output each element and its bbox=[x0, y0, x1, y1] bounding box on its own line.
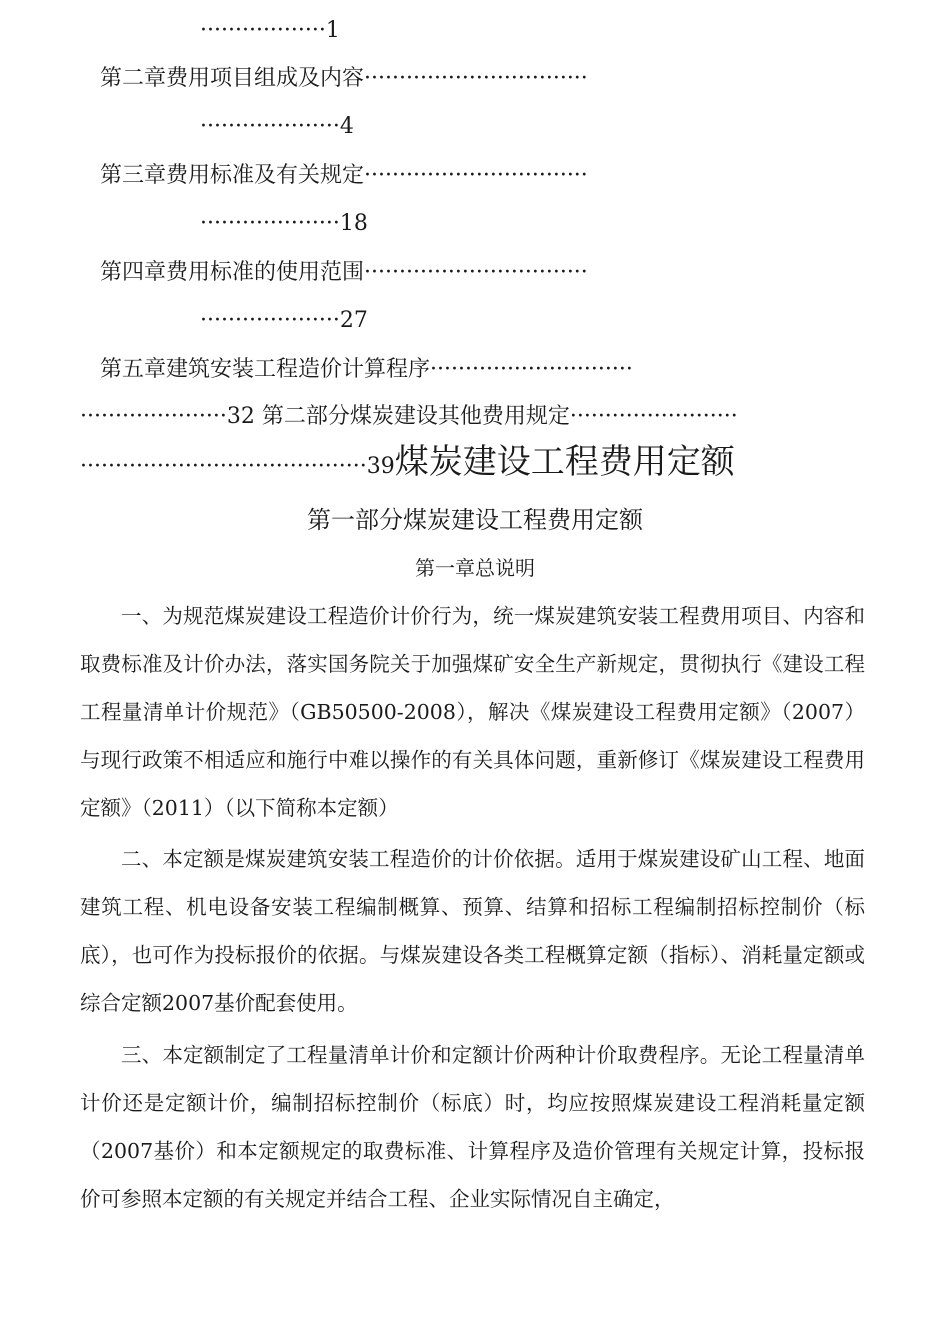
toc-entry-chapter-4[interactable] bbox=[100, 258, 588, 288]
part-title: 第一部分煤炭建设工程费用定额 bbox=[307, 506, 643, 534]
toc-part-2-line: ·····················32 第二部分煤炭建设其他费用规定························ bbox=[80, 404, 738, 429]
toc-line-1 bbox=[200, 16, 340, 46]
toc-entry-chapter-5[interactable] bbox=[100, 355, 633, 385]
document-title: 煤炭建设工程费用定额 bbox=[394, 442, 735, 482]
toc-entry-chapter-2[interactable] bbox=[100, 64, 588, 94]
toc-chapter-title: 第三章费用标准及有关规定 bbox=[100, 163, 365, 188]
toc-leader-dots: ································ bbox=[364, 163, 588, 188]
paragraph-2: 二、本定额是煤炭建筑安装工程造价的计价依据。适用于煤炭建设矿山工程、地面建筑工程、机电设备安装工程编制概算、预算、结算和招标工程编制招标控制价（标底），也可作为投标报价的依据。与煤炭建设各类工程概算定额（指标）、消耗量定额或综合定额2007基价配套使用。 bbox=[80, 847, 865, 1015]
toc-entry-chapter-3[interactable] bbox=[100, 161, 588, 191]
toc-leader-dots: ····························· bbox=[430, 357, 633, 382]
toc-leader-dots: ·········································39 bbox=[80, 454, 395, 479]
toc-dots-page: ····················4 bbox=[200, 114, 354, 139]
toc-dots-page: ··················1 bbox=[200, 18, 340, 43]
toc-page-chapter-2 bbox=[200, 112, 354, 142]
toc-last-line bbox=[80, 442, 735, 482]
toc-page-chapter-3 bbox=[200, 209, 368, 239]
toc-dots-page: ····················18 bbox=[200, 211, 368, 236]
toc-leader-dots: ································ bbox=[364, 66, 588, 91]
paragraph-1: 一、为规范煤炭建设工程造价计价行为，统一煤炭建筑安装工程费用项目、内容和取费标准及计价办法，落实国务院关于加强煤矿安全生产新规定，贯彻执行《建设工程工程量清单计价规范》（GB50500-2008），解决《煤炭建设工程费用定额》（2007）与现行政策不相适应和施行中难以操作的有关具体问题，重新修订《煤炭建设工程费用定额》（2011）（以下简称本定额） bbox=[80, 604, 865, 820]
toc-entry-part-2[interactable] bbox=[80, 402, 738, 432]
toc-page-chapter-4 bbox=[200, 306, 368, 336]
toc-chapter-title: 第四章费用标准的使用范围 bbox=[100, 260, 365, 285]
chapter-title: 第一章总说明 bbox=[415, 556, 535, 580]
toc-dots-page: ····················27 bbox=[200, 308, 368, 333]
toc-chapter-title: 第五章建筑安装工程造价计算程序 bbox=[100, 357, 431, 382]
toc-chapter-title: 第二章费用项目组成及内容 bbox=[100, 66, 365, 91]
paragraph-3: 三、本定额制定了工程量清单计价和定额计价两种计价取费程序。无论工程量清单计价还是定额计价，编制招标控制价（标底）时，均应按照煤炭建设工程消耗量定额（2007基价）和本定额规定的取费标准、计算程序及造价管理有关规定计算，投标报价可参照本定额的有关规定并结合工程、企业实际情况自主确定， bbox=[80, 1043, 865, 1211]
toc-leader-dots: ································ bbox=[364, 260, 588, 285]
